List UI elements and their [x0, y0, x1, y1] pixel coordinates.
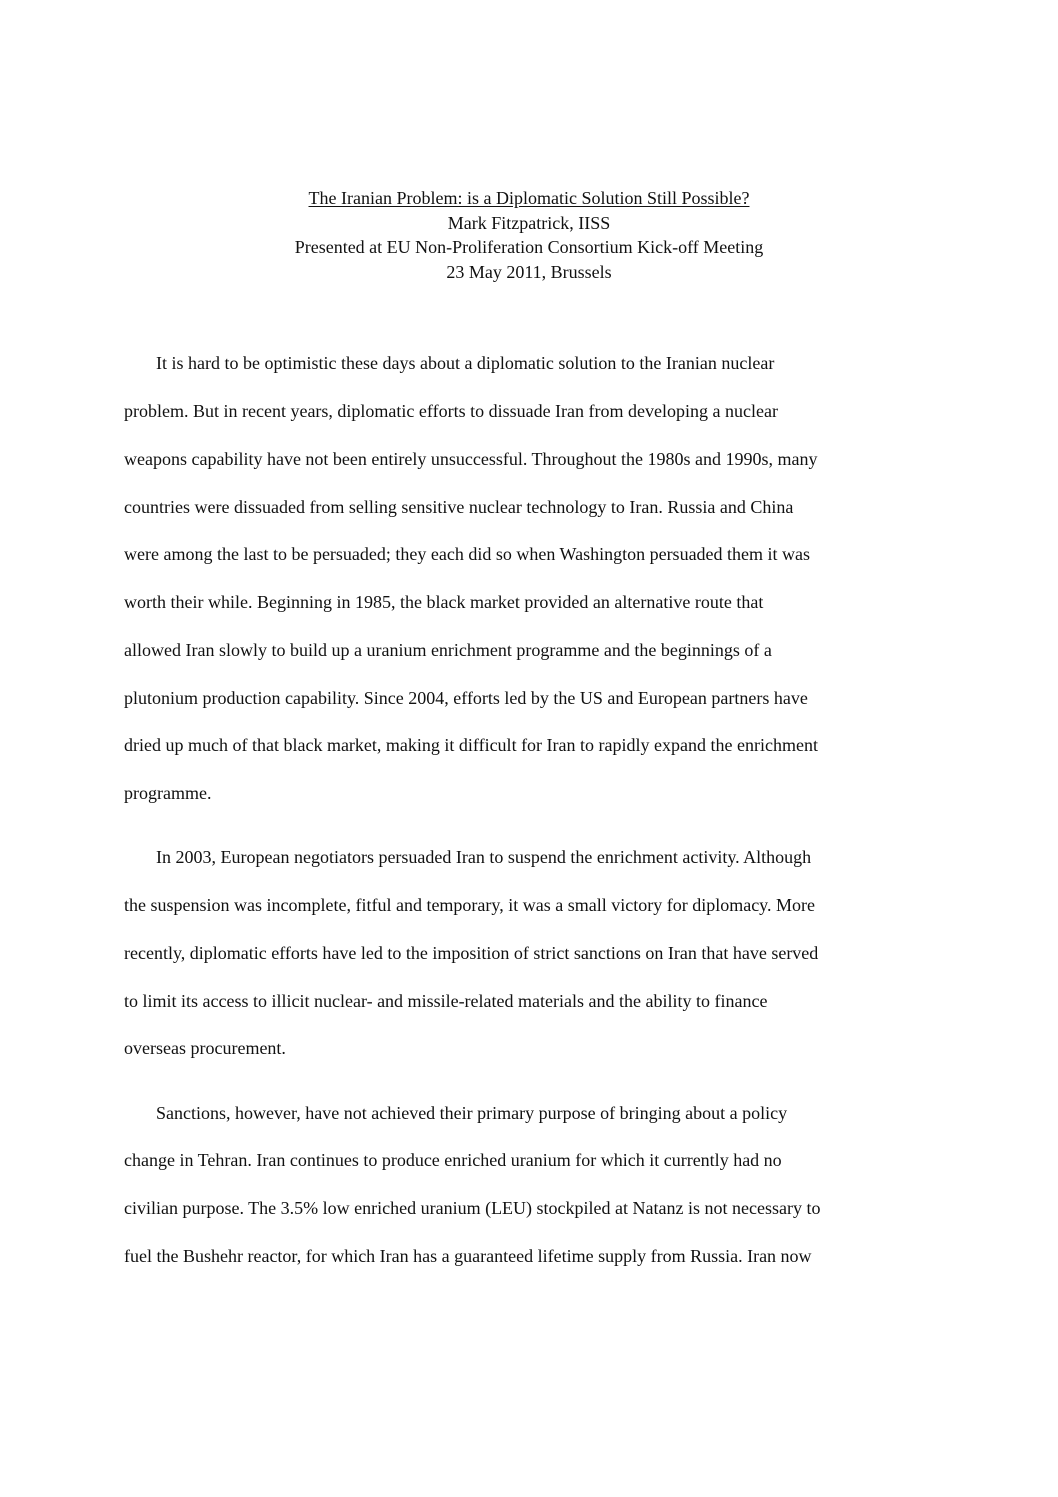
paragraph-1-line-9: dried up much of that black market, making it difficult for Iran to rapidly expand the enrichment — [124, 735, 818, 755]
paragraph-1-line-10: programme. — [124, 783, 212, 803]
paragraph-2-line-2: the suspension was incomplete, fitful and temporary, it was a small victory for diplomacy. More — [124, 895, 815, 915]
paragraph-1-line-6: worth their while. Beginning in 1985, the black market provided an alternative route that — [124, 592, 764, 612]
document-header — [0, 186, 1058, 284]
paragraph-1-line-7: allowed Iran slowly to build up a uranium enrichment programme and the beginnings of a — [124, 640, 772, 660]
paragraph-2-line-5: overseas procurement. — [124, 1038, 286, 1058]
paragraph-1-line-8: plutonium production capability. Since 2004, efforts led by the US and European partners have — [124, 688, 808, 708]
paragraph-1-line-5: were among the last to be persuaded; they each did so when Washington persuaded them it was — [124, 544, 811, 564]
paragraph-2-line-3: recently, diplomatic efforts have led to the imposition of strict sanctions on Iran that have served — [124, 943, 819, 963]
venue-line: Presented at EU Non-Proliferation Consortium Kick-off Meeting — [294, 237, 764, 257]
paragraph-3-line-2: change in Tehran. Iran continues to produce enriched uranium for which it currently had no — [124, 1150, 782, 1170]
paragraph-3-line-4: fuel the Bushehr reactor, for which Iran has a guaranteed lifetime supply from Russia. Iran now — [124, 1246, 812, 1266]
paragraph-1-line-4: countries were dissuaded from selling sensitive nuclear technology to Iran. Russia and China — [124, 497, 794, 517]
date-place-line: 23 May 2011, Brussels — [446, 261, 612, 282]
paragraph-3-line-1: Sanctions, however, have not achieved their primary purpose of bringing about a policy — [156, 1103, 788, 1123]
paragraph-1-line-2: problem. But in recent years, diplomatic efforts to dissuade Iran from developing a nuclear — [124, 401, 778, 421]
paragraph-2-line-1: In 2003, European negotiators persuaded Iran to suspend the enrichment activity. Although — [156, 847, 812, 867]
author-line: Mark Fitzpatrick, IISS — [447, 212, 611, 233]
paragraph-3-line-3: civilian purpose. The 3.5% low enriched uranium (LEU) stockpiled at Natanz is not necessary to — [124, 1198, 821, 1218]
paragraph-2-line-4: to limit its access to illicit nuclear- and missile-related materials and the ability to finance — [124, 991, 768, 1011]
paragraph-1-line-3: weapons capability have not been entirely unsuccessful. Throughout the 1980s and 1990s, many — [124, 449, 818, 469]
document-title: The Iranian Problem: is a Diplomatic Solution Still Possible? — [308, 188, 750, 208]
paragraph-1-line-1: It is hard to be optimistic these days about a diplomatic solution to the Iranian nuclear — [156, 353, 775, 373]
